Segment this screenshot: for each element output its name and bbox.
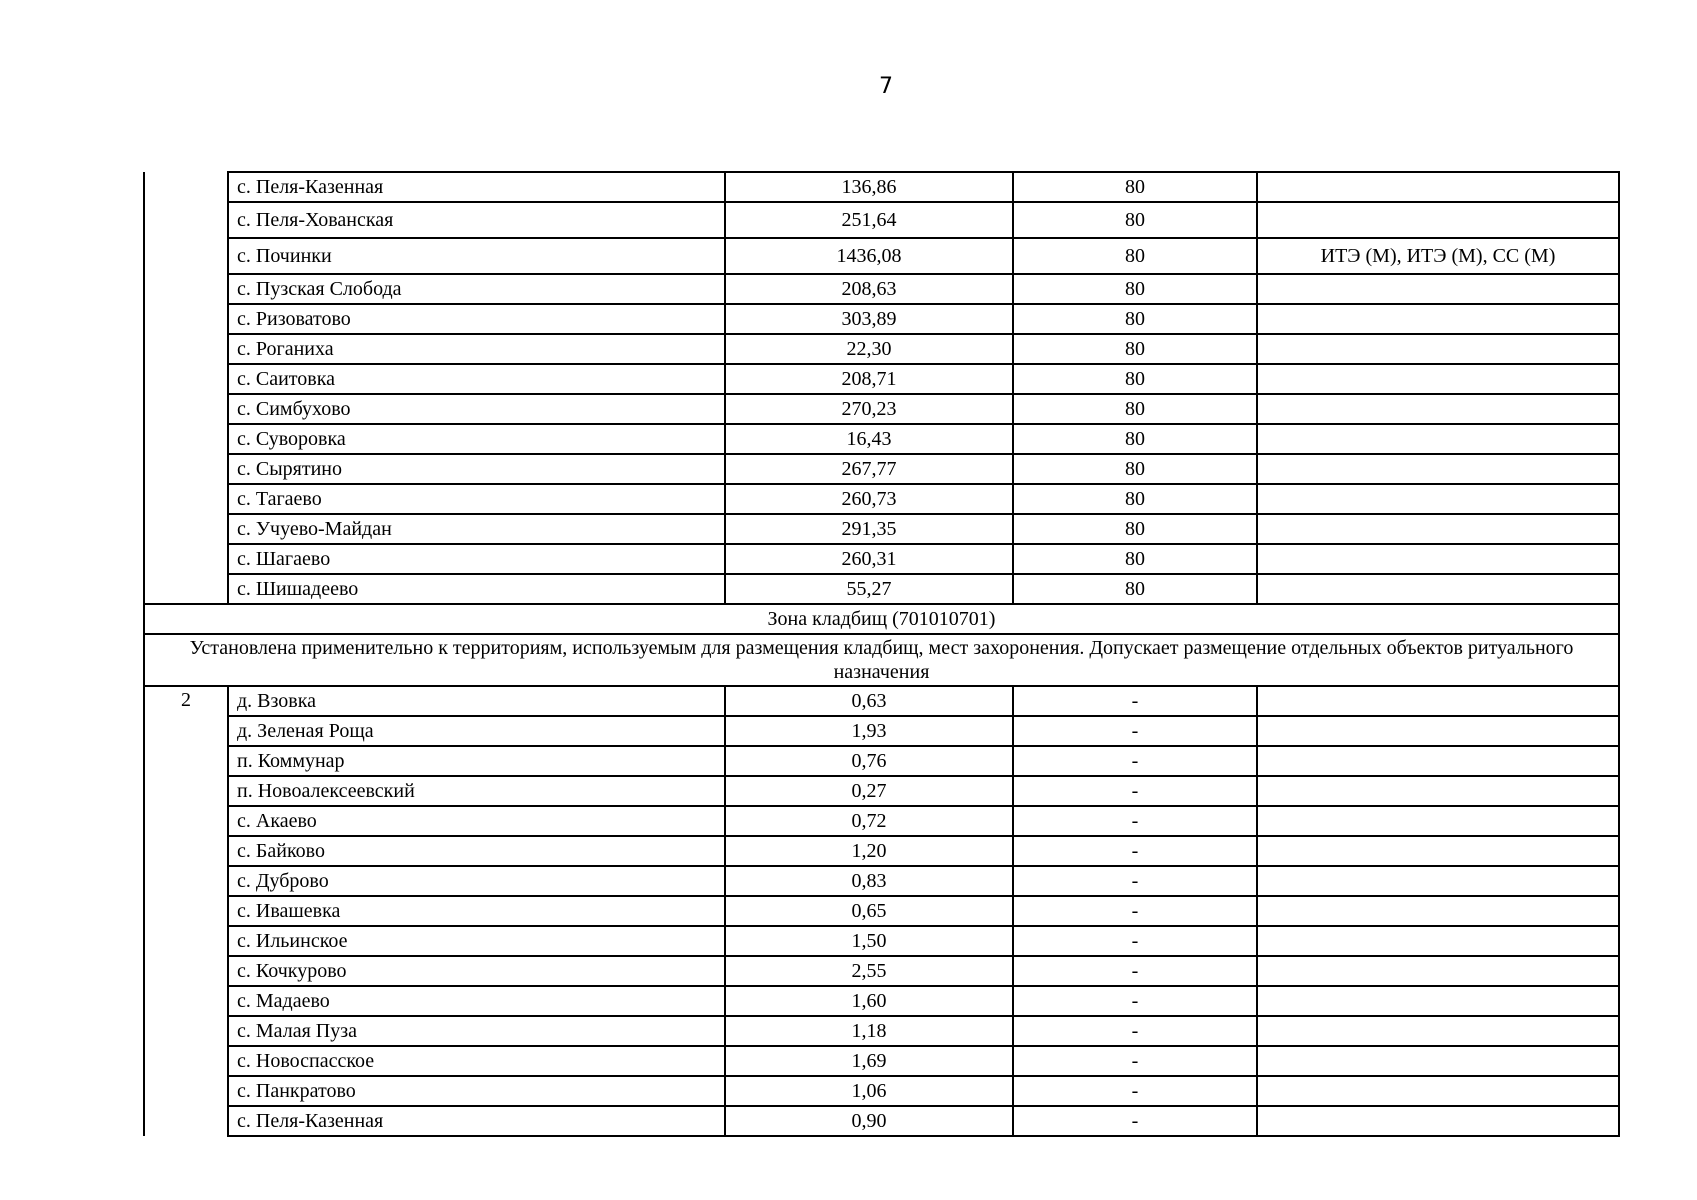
settlement-name: с. Саитовка <box>228 364 725 394</box>
row-group-number <box>144 746 228 776</box>
table-row <box>144 1076 1619 1106</box>
note-value <box>1257 202 1619 238</box>
note-value <box>1257 956 1619 986</box>
percent-value: - <box>1013 1106 1257 1136</box>
table-row <box>144 836 1619 866</box>
note-value <box>1257 514 1619 544</box>
row-group-number <box>144 956 228 986</box>
table-row <box>144 514 1619 544</box>
settlement-name: с. Сырятино <box>228 454 725 484</box>
note-value <box>1257 1106 1619 1136</box>
percent-value: 80 <box>1013 238 1257 274</box>
row-group-number <box>144 716 228 746</box>
note-value <box>1257 172 1619 202</box>
row-group-number <box>144 986 228 1016</box>
note-value <box>1257 304 1619 334</box>
note-value <box>1257 424 1619 454</box>
area-value: 1,69 <box>725 1046 1013 1076</box>
row-group-number <box>144 1076 228 1106</box>
percent-value: 80 <box>1013 424 1257 454</box>
settlement-name: с. Ильинское <box>228 926 725 956</box>
percent-value: 80 <box>1013 274 1257 304</box>
area-value: 136,86 <box>725 172 1013 202</box>
settlement-name: с. Тагаево <box>228 484 725 514</box>
area-value: 208,71 <box>725 364 1013 394</box>
zones-table-container <box>143 171 1618 1137</box>
settlement-name: с. Кочкурово <box>228 956 725 986</box>
note-value: ИТЭ (М), ИТЭ (М), СС (М) <box>1257 238 1619 274</box>
table-row <box>144 202 1619 238</box>
note-value <box>1257 364 1619 394</box>
percent-value: 80 <box>1013 394 1257 424</box>
table-row <box>144 1016 1619 1046</box>
percent-value: - <box>1013 866 1257 896</box>
zone-description: Установлена применительно к территориям, используемым для размещения кладбищ, мест захоронения. Допускает размещение отдельных объектов ритуального назначения <box>144 634 1619 686</box>
percent-value: - <box>1013 896 1257 926</box>
table-row <box>144 866 1619 896</box>
row-group-number <box>144 544 228 574</box>
table-row <box>144 364 1619 394</box>
area-value: 0,63 <box>725 686 1013 716</box>
row-group-number <box>144 1016 228 1046</box>
percent-value: - <box>1013 716 1257 746</box>
table-row <box>144 334 1619 364</box>
note-value <box>1257 776 1619 806</box>
area-value: 260,73 <box>725 484 1013 514</box>
area-value: 1436,08 <box>725 238 1013 274</box>
note-value <box>1257 544 1619 574</box>
area-value: 1,18 <box>725 1016 1013 1046</box>
area-value: 303,89 <box>725 304 1013 334</box>
percent-value: - <box>1013 986 1257 1016</box>
table-row <box>144 1106 1619 1136</box>
table-row <box>144 806 1619 836</box>
area-value: 208,63 <box>725 274 1013 304</box>
row-group-number <box>144 1106 228 1136</box>
table-row <box>144 956 1619 986</box>
settlement-name: п. Коммунар <box>228 746 725 776</box>
percent-value: 80 <box>1013 454 1257 484</box>
settlement-name: с. Мадаево <box>228 986 725 1016</box>
settlement-name: с. Байково <box>228 836 725 866</box>
note-value <box>1257 836 1619 866</box>
note-value <box>1257 394 1619 424</box>
note-value <box>1257 926 1619 956</box>
table-row <box>144 544 1619 574</box>
area-value: 55,27 <box>725 574 1013 604</box>
note-value <box>1257 274 1619 304</box>
note-value <box>1257 1016 1619 1046</box>
percent-value: - <box>1013 776 1257 806</box>
settlement-name: с. Малая Пуза <box>228 1016 725 1046</box>
zone-title: Зона кладбищ (701010701) <box>144 604 1619 634</box>
settlement-name: п. Новоалексеевский <box>228 776 725 806</box>
note-value <box>1257 686 1619 716</box>
settlement-name: с. Ризоватово <box>228 304 725 334</box>
table-row <box>144 686 1619 716</box>
settlement-name: с. Симбухово <box>228 394 725 424</box>
row-group-number <box>144 394 228 424</box>
percent-value: - <box>1013 836 1257 866</box>
row-group-number: 2 <box>144 686 228 716</box>
note-value <box>1257 866 1619 896</box>
area-value: 0,76 <box>725 746 1013 776</box>
table-row <box>144 454 1619 484</box>
settlement-name: с. Починки <box>228 238 725 274</box>
percent-value: 80 <box>1013 172 1257 202</box>
settlement-name: с. Пеля-Хованская <box>228 202 725 238</box>
zones-table <box>143 171 1620 1137</box>
table-row <box>144 424 1619 454</box>
percent-value: - <box>1013 806 1257 836</box>
row-group-number <box>144 172 228 202</box>
table-row <box>144 1046 1619 1076</box>
row-group-number <box>144 896 228 926</box>
percent-value: 80 <box>1013 514 1257 544</box>
area-value: 2,55 <box>725 956 1013 986</box>
percent-value: - <box>1013 956 1257 986</box>
table-row <box>144 716 1619 746</box>
percent-value: - <box>1013 746 1257 776</box>
section2-body <box>144 686 1619 1136</box>
area-value: 0,90 <box>725 1106 1013 1136</box>
row-group-number <box>144 776 228 806</box>
percent-value: - <box>1013 686 1257 716</box>
settlement-name: с. Новоспасское <box>228 1046 725 1076</box>
area-value: 0,72 <box>725 806 1013 836</box>
table-row <box>144 574 1619 604</box>
percent-value: 80 <box>1013 304 1257 334</box>
row-group-number <box>144 202 228 238</box>
settlement-name: с. Шагаево <box>228 544 725 574</box>
table-row <box>144 172 1619 202</box>
area-value: 291,35 <box>725 514 1013 544</box>
note-value <box>1257 454 1619 484</box>
settlement-name: с. Пузская Слобода <box>228 274 725 304</box>
area-value: 267,77 <box>725 454 1013 484</box>
percent-value: 80 <box>1013 484 1257 514</box>
row-group-number <box>144 334 228 364</box>
table-row <box>144 776 1619 806</box>
note-value <box>1257 896 1619 926</box>
table-row <box>144 926 1619 956</box>
note-value <box>1257 484 1619 514</box>
percent-value: - <box>1013 1016 1257 1046</box>
table-row <box>144 986 1619 1016</box>
settlement-name: с. Учуево-Майдан <box>228 514 725 544</box>
note-value <box>1257 1046 1619 1076</box>
row-group-number <box>144 304 228 334</box>
percent-value: - <box>1013 926 1257 956</box>
row-group-number <box>144 238 228 274</box>
note-value <box>1257 806 1619 836</box>
settlement-name: с. Дуброво <box>228 866 725 896</box>
note-value <box>1257 1076 1619 1106</box>
area-value: 16,43 <box>725 424 1013 454</box>
row-group-number <box>144 364 228 394</box>
row-group-number <box>144 454 228 484</box>
area-value: 270,23 <box>725 394 1013 424</box>
row-group-number <box>144 1046 228 1076</box>
row-group-number <box>144 806 228 836</box>
section1-body <box>144 172 1619 604</box>
area-value: 1,93 <box>725 716 1013 746</box>
settlement-name: с. Суворовка <box>228 424 725 454</box>
percent-value: 80 <box>1013 544 1257 574</box>
note-value <box>1257 986 1619 1016</box>
table-row <box>144 896 1619 926</box>
settlement-name: с. Пеля-Казенная <box>228 172 725 202</box>
settlement-name: с. Ивашевка <box>228 896 725 926</box>
table-row <box>144 484 1619 514</box>
settlement-name: с. Панкратово <box>228 1076 725 1106</box>
table-row <box>144 238 1619 274</box>
percent-value: 80 <box>1013 574 1257 604</box>
row-group-number <box>144 424 228 454</box>
percent-value: - <box>1013 1046 1257 1076</box>
settlement-name: с. Акаево <box>228 806 725 836</box>
area-value: 1,50 <box>725 926 1013 956</box>
row-group-number <box>144 484 228 514</box>
table-row <box>144 304 1619 334</box>
percent-value: - <box>1013 1076 1257 1106</box>
note-value <box>1257 334 1619 364</box>
settlement-name: с. Роганиха <box>228 334 725 364</box>
settlement-name: д. Зеленая Роща <box>228 716 725 746</box>
area-value: 1,06 <box>725 1076 1013 1106</box>
row-group-number <box>144 926 228 956</box>
area-value: 0,83 <box>725 866 1013 896</box>
note-value <box>1257 746 1619 776</box>
row-group-number <box>144 866 228 896</box>
zone-header <box>144 604 1619 686</box>
area-value: 22,30 <box>725 334 1013 364</box>
table-row <box>144 746 1619 776</box>
table-row <box>144 394 1619 424</box>
area-value: 0,65 <box>725 896 1013 926</box>
page-number: 7 <box>879 74 893 99</box>
settlement-name: с. Шишадеево <box>228 574 725 604</box>
row-group-number <box>144 274 228 304</box>
percent-value: 80 <box>1013 334 1257 364</box>
settlement-name: д. Взовка <box>228 686 725 716</box>
row-group-number <box>144 514 228 544</box>
area-value: 1,60 <box>725 986 1013 1016</box>
area-value: 0,27 <box>725 776 1013 806</box>
percent-value: 80 <box>1013 202 1257 238</box>
area-value: 260,31 <box>725 544 1013 574</box>
area-value: 1,20 <box>725 836 1013 866</box>
note-value <box>1257 716 1619 746</box>
row-group-number <box>144 574 228 604</box>
settlement-name: с. Пеля-Казенная <box>228 1106 725 1136</box>
area-value: 251,64 <box>725 202 1013 238</box>
row-group-number <box>144 836 228 866</box>
table-row <box>144 274 1619 304</box>
percent-value: 80 <box>1013 364 1257 394</box>
note-value <box>1257 574 1619 604</box>
